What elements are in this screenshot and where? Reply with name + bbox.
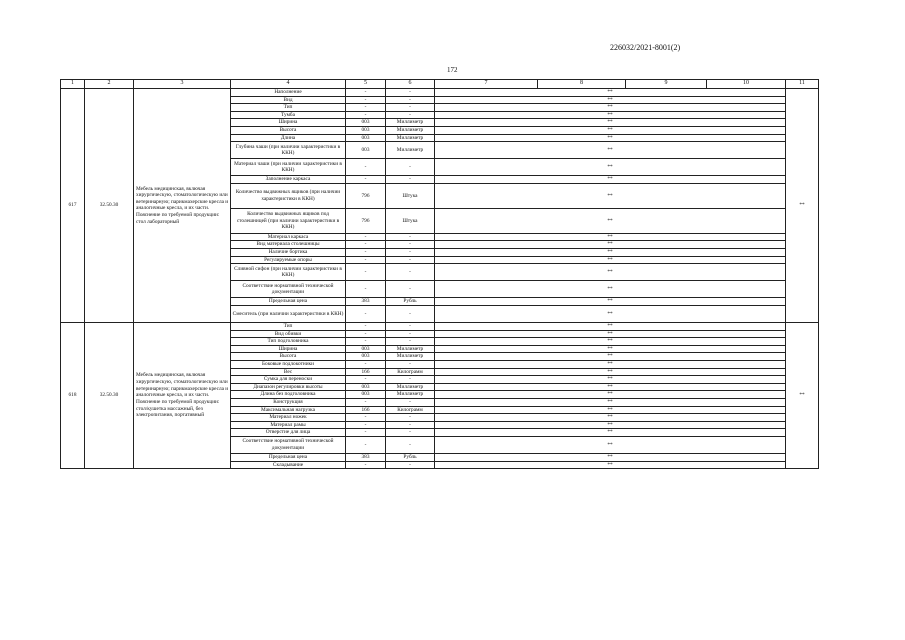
- unit-name: -: [386, 89, 435, 97]
- table-row: [61, 89, 819, 97]
- characteristic-name: Сливной сифон (при наличии характеристики в ККН): [231, 264, 346, 281]
- characteristic-name: Наличие бортика: [231, 249, 346, 257]
- characteristic-name: Предельная цена: [231, 454, 346, 462]
- characteristic-value: **: [435, 111, 786, 119]
- characteristic-name: Заполнение каркаса: [231, 176, 346, 184]
- characteristic-name: Вид обивки: [231, 330, 346, 338]
- characteristic-name: Максимальная нагрузка: [231, 406, 346, 414]
- okei-code: -: [346, 461, 386, 469]
- unit-name: Миллиметр: [386, 119, 435, 127]
- unit-name: Миллиметр: [386, 127, 435, 135]
- okpd-code: 32.50.30: [85, 89, 134, 323]
- characteristic-name: Ширина: [231, 119, 346, 127]
- okei-code: 003: [346, 383, 386, 391]
- okei-code: 003: [346, 353, 386, 361]
- characteristic-value: **: [435, 96, 786, 104]
- okei-code: 003: [346, 345, 386, 353]
- okei-code: -: [346, 421, 386, 429]
- characteristic-name: Отверстие для лица: [231, 429, 346, 437]
- table-row: [61, 322, 819, 330]
- characteristic-value: **: [435, 233, 786, 241]
- characteristic-name: Складывание: [231, 461, 346, 469]
- characteristic-name: Соответствие нормативной технической документации: [231, 281, 346, 298]
- characteristic-value: **: [435, 454, 786, 462]
- characteristic-name: Тип: [231, 104, 346, 112]
- unit-name: -: [386, 256, 435, 264]
- column-header-5: 5: [346, 80, 386, 89]
- unit-name: Штука: [386, 183, 435, 208]
- unit-name: -: [386, 305, 435, 322]
- unit-name: Миллиметр: [386, 353, 435, 361]
- unit-name: Миллиметр: [386, 383, 435, 391]
- characteristic-value: **: [435, 338, 786, 346]
- column-header-2: 2: [85, 80, 134, 89]
- unit-name: -: [386, 461, 435, 469]
- okei-code: 383: [346, 454, 386, 462]
- unit-name: -: [386, 399, 435, 407]
- okei-code: 003: [346, 119, 386, 127]
- column-11-value: **: [786, 322, 819, 468]
- okei-code: 796: [346, 183, 386, 208]
- unit-name: -: [386, 233, 435, 241]
- unit-name: Миллиметр: [386, 391, 435, 399]
- okei-code: -: [346, 338, 386, 346]
- characteristic-value: **: [435, 406, 786, 414]
- unit-name: -: [386, 264, 435, 281]
- unit-name: -: [386, 421, 435, 429]
- characteristic-name: Вид материала столешницы: [231, 241, 346, 249]
- okei-code: -: [346, 414, 386, 422]
- characteristic-name: Вес: [231, 368, 346, 376]
- characteristic-name: Регулируемые опоры: [231, 256, 346, 264]
- characteristic-value: **: [435, 281, 786, 298]
- characteristic-name: Ширина: [231, 345, 346, 353]
- characteristic-value: **: [435, 360, 786, 368]
- unit-name: -: [386, 241, 435, 249]
- characteristic-name: Соответствие нормативной технической документации: [231, 437, 346, 454]
- characteristic-name: Количество выдвижных ящиков под столешницей (при наличии характеристики в ККН): [231, 208, 346, 233]
- characteristic-value: **: [435, 264, 786, 281]
- column-header-10: 10: [707, 80, 786, 89]
- characteristic-value: **: [435, 183, 786, 208]
- okei-code: -: [346, 305, 386, 322]
- document-number: 226032/2021-8001(2): [610, 43, 681, 52]
- characteristic-value: **: [435, 368, 786, 376]
- column-header-4: 4: [231, 80, 346, 89]
- okei-code: -: [346, 330, 386, 338]
- characteristic-name: Высота: [231, 353, 346, 361]
- okei-code: 003: [346, 142, 386, 159]
- characteristic-name: Смеситель (при наличии характеристики в ККН): [231, 305, 346, 322]
- characteristic-value: **: [435, 159, 786, 176]
- okei-code: -: [346, 376, 386, 384]
- column-11-value: **: [786, 89, 819, 323]
- unit-name: -: [386, 159, 435, 176]
- okei-code: -: [346, 233, 386, 241]
- characteristic-value: **: [435, 330, 786, 338]
- characteristic-value: **: [435, 176, 786, 184]
- okei-code: -: [346, 96, 386, 104]
- column-header-3: 3: [134, 80, 231, 89]
- table-body: [61, 89, 819, 469]
- okei-code: -: [346, 249, 386, 257]
- characteristic-value: **: [435, 353, 786, 361]
- characteristic-value: **: [435, 142, 786, 159]
- characteristic-name: Материал чаши (при наличии характеристики в ККН): [231, 159, 346, 176]
- unit-name: -: [386, 338, 435, 346]
- characteristic-value: **: [435, 437, 786, 454]
- column-header-7: 7: [435, 80, 538, 89]
- characteristic-name: Конструкция: [231, 399, 346, 407]
- unit-name: -: [386, 96, 435, 104]
- unit-name: -: [386, 330, 435, 338]
- characteristic-name: Тип подголовника: [231, 338, 346, 346]
- unit-name: Рубль: [386, 454, 435, 462]
- unit-name: -: [386, 429, 435, 437]
- okei-code: -: [346, 322, 386, 330]
- characteristic-value: **: [435, 421, 786, 429]
- column-header-1: 1: [61, 80, 85, 89]
- characteristic-value: **: [435, 104, 786, 112]
- characteristic-value: **: [435, 89, 786, 97]
- specification-table: [60, 79, 819, 469]
- okei-code: -: [346, 264, 386, 281]
- unit-name: -: [386, 376, 435, 384]
- okei-code: -: [346, 89, 386, 97]
- okei-code: -: [346, 399, 386, 407]
- unit-name: -: [386, 111, 435, 119]
- okei-code: -: [346, 111, 386, 119]
- okei-code: -: [346, 437, 386, 454]
- characteristic-name: Длина без подголовника: [231, 391, 346, 399]
- characteristic-value: **: [435, 208, 786, 233]
- unit-name: -: [386, 249, 435, 257]
- unit-name: -: [386, 281, 435, 298]
- characteristic-value: **: [435, 461, 786, 469]
- characteristic-value: **: [435, 429, 786, 437]
- characteristic-value: **: [435, 241, 786, 249]
- characteristic-value: **: [435, 249, 786, 257]
- characteristic-name: Тумба: [231, 111, 346, 119]
- characteristic-value: **: [435, 134, 786, 142]
- row-number: 618: [61, 322, 85, 468]
- okei-code: -: [346, 104, 386, 112]
- okei-code: -: [346, 159, 386, 176]
- characteristic-value: **: [435, 305, 786, 322]
- okei-code: -: [346, 429, 386, 437]
- unit-name: Штука: [386, 208, 435, 233]
- characteristic-name: Вид: [231, 96, 346, 104]
- unit-name: -: [386, 176, 435, 184]
- characteristic-value: **: [435, 256, 786, 264]
- okei-code: -: [346, 176, 386, 184]
- okei-code: -: [346, 360, 386, 368]
- characteristic-name: Материал ножек: [231, 414, 346, 422]
- okpd-code: 32.50.30: [85, 322, 134, 468]
- row-number: 617: [61, 89, 85, 323]
- column-header-6: 6: [386, 80, 435, 89]
- page-number: 172: [447, 66, 458, 74]
- unit-name: Миллиметр: [386, 345, 435, 353]
- characteristic-value: **: [435, 414, 786, 422]
- unit-name: -: [386, 360, 435, 368]
- characteristic-value: **: [435, 399, 786, 407]
- okei-code: -: [346, 281, 386, 298]
- characteristic-name: Количество выдвижных ящиков (при наличии характеристики в ККН): [231, 183, 346, 208]
- unit-name: Килограмм: [386, 406, 435, 414]
- column-header-8: 8: [538, 80, 626, 89]
- characteristic-value: **: [435, 376, 786, 384]
- okei-code: 003: [346, 391, 386, 399]
- characteristic-value: **: [435, 322, 786, 330]
- characteristic-name: Глубина чаши (при наличии характеристики в ККН): [231, 142, 346, 159]
- characteristic-name: Боковые подлокотники: [231, 360, 346, 368]
- characteristic-value: **: [435, 383, 786, 391]
- characteristic-value: **: [435, 345, 786, 353]
- characteristic-name: Тип: [231, 322, 346, 330]
- unit-name: Килограмм: [386, 368, 435, 376]
- characteristic-name: Предельная цена: [231, 298, 346, 306]
- header-row: [61, 80, 819, 89]
- characteristic-value: **: [435, 391, 786, 399]
- column-header-9: 9: [626, 80, 707, 89]
- okei-code: 383: [346, 298, 386, 306]
- product-name: Мебель медицинская, включая хирургическую, стоматологическую или ветеринарную; парикмахерские кресла и аналогичные кресла, и их части. Пояснение по требуемой продукции: стол/кушетка массажный, без электропитания, портативный: [134, 322, 231, 468]
- characteristic-value: **: [435, 298, 786, 306]
- product-name: Мебель медицинская, включая хирургическую, стоматологическую или ветеринарную; парикмахерские кресла и аналогичные кресла, и их части. Пояснение по требуемой продукции: стол лабораторный: [134, 89, 231, 323]
- characteristic-value: **: [435, 127, 786, 135]
- characteristic-name: Наполнение: [231, 89, 346, 97]
- okei-code: 796: [346, 208, 386, 233]
- characteristic-name: Материал рамы: [231, 421, 346, 429]
- okei-code: -: [346, 256, 386, 264]
- characteristic-name: Диапазон регулировки высоты: [231, 383, 346, 391]
- okei-code: -: [346, 241, 386, 249]
- characteristic-name: Высота: [231, 127, 346, 135]
- unit-name: -: [386, 322, 435, 330]
- okei-code: 166: [346, 368, 386, 376]
- characteristic-name: Материал каркаса: [231, 233, 346, 241]
- characteristic-name: Сумка для переноски: [231, 376, 346, 384]
- okei-code: 003: [346, 134, 386, 142]
- okei-code: 166: [346, 406, 386, 414]
- unit-name: -: [386, 437, 435, 454]
- unit-name: Миллиметр: [386, 134, 435, 142]
- unit-name: Миллиметр: [386, 142, 435, 159]
- unit-name: -: [386, 414, 435, 422]
- column-header-11: 11: [786, 80, 819, 89]
- characteristic-name: Длина: [231, 134, 346, 142]
- characteristic-value: **: [435, 119, 786, 127]
- unit-name: -: [386, 104, 435, 112]
- unit-name: Рубль: [386, 298, 435, 306]
- okei-code: 003: [346, 127, 386, 135]
